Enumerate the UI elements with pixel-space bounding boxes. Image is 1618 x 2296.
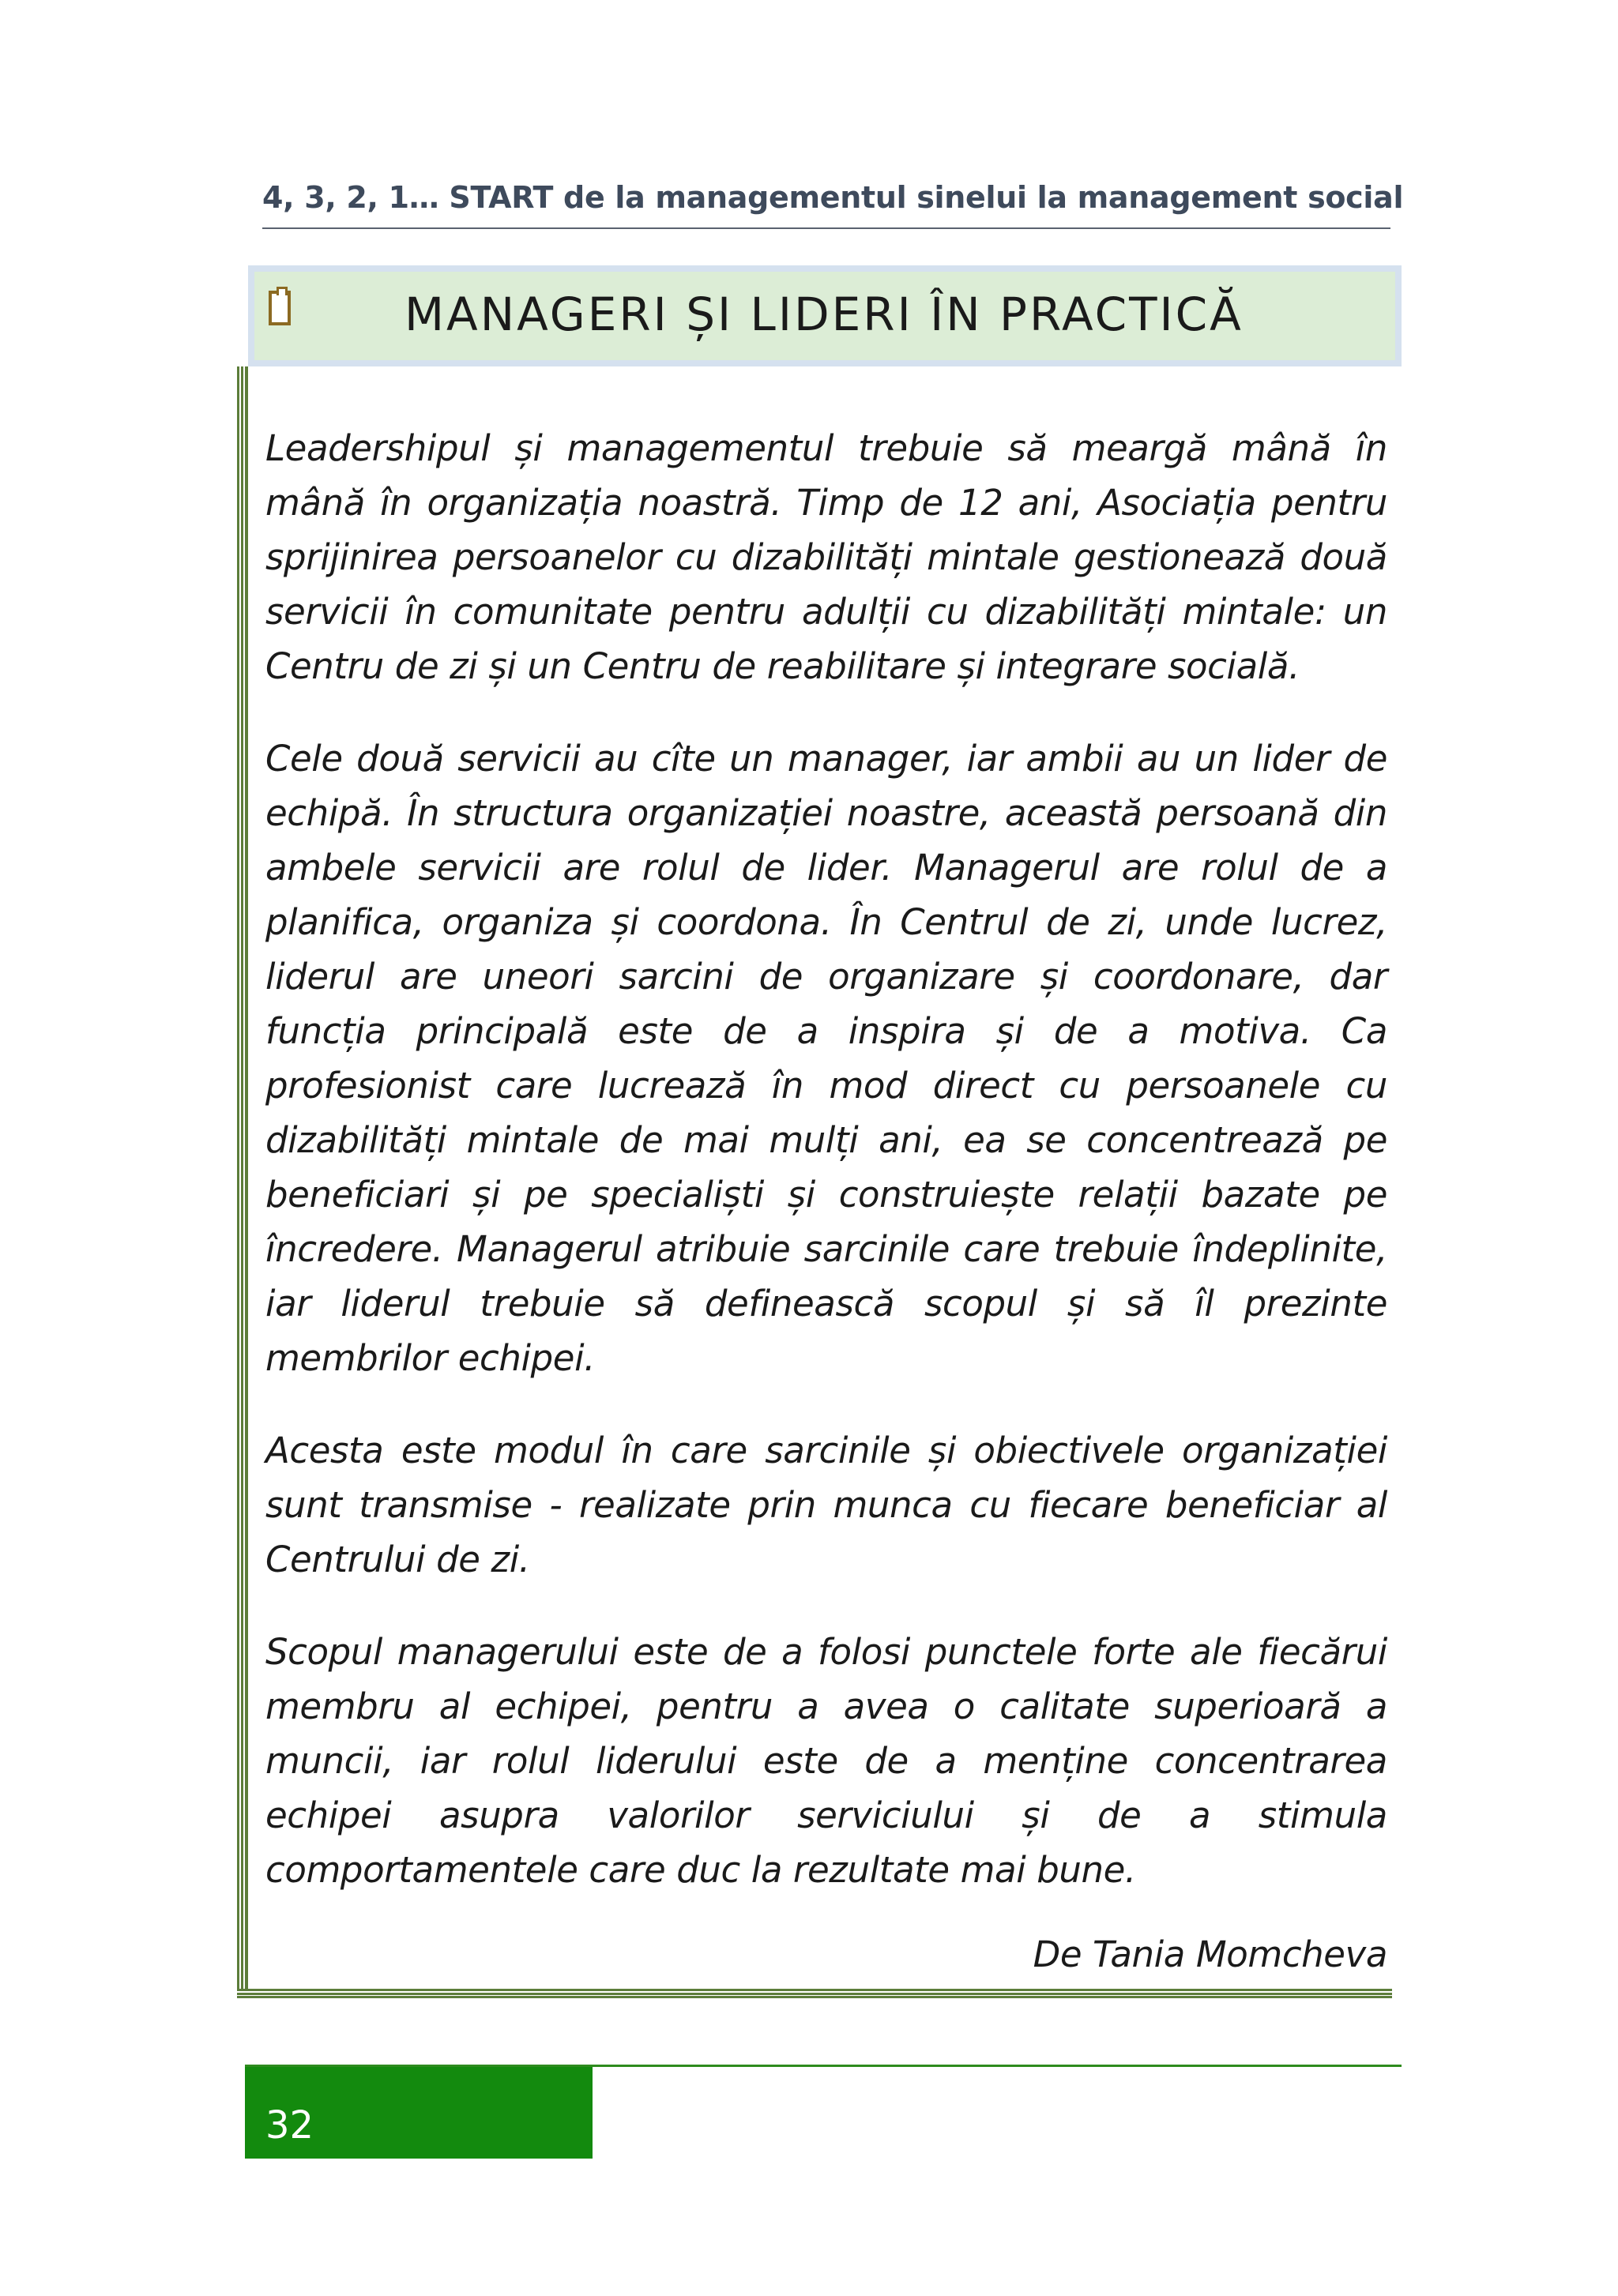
box-left-border — [237, 366, 248, 1998]
article-signature: De Tania Momcheva — [1033, 1933, 1387, 1975]
page-number: 32 — [265, 2103, 314, 2148]
box-bottom-border — [237, 1989, 1392, 1998]
section-banner — [248, 265, 1402, 366]
header-rule — [262, 227, 1390, 229]
article-paragraph: Leadershipul și managementul trebuie să meargă mână în mână în organizația noastră. Timp de 12 ani, Asociația pentru sprijinirea persoanelor cu dizabilități mintale gestionează două servicii în comunitate pentru adulții cu dizabilități mintale: un Centru de zi și un Centru de reabilitare și integrare socială. — [265, 427, 1387, 687]
article-paragraph: Acesta este modul în care sarcinile și obiectivele organizației sunt transmise - realizate prin munca cu fiecare beneficiar al Centrului de zi. — [265, 1430, 1387, 1580]
page-number-block — [245, 2067, 593, 2159]
article-paragraph: Cele două servicii au cîte un manager, iar ambii au un lider de echipă. În structura organizației noastre, această persoană din ambele servicii are rolul de lider. Managerul are rolul de a planifica, organiza și coordona. În Centrul de zi, unde lucrez, liderul are uneori sarcini de organizare și coordonare, dar funcția principală este de a inspira și de a motiva. Ca profesionist care lucrează în mod direct cu persoanele cu dizabilități mintale de mai mulți ani, ea se concentrează pe beneficiari și pe specialiști și construiește relații bazate pe încredere. Managerul atribuie sarcinile care trebuie îndeplinite, iar liderul trebuie să definească scopul și să îl prezinte membrilor echipei. — [265, 738, 1387, 1379]
article-body — [265, 421, 1387, 1935]
notepad-icon — [269, 291, 291, 325]
running-header: 4, 3, 2, 1… START de la managementul sinelui la management social — [262, 180, 1404, 215]
article-paragraph: Scopul managerului este de a folosi punctele forte ale fiecărui membru al echipei, pentru a avea o calitate superioară a muncii, iar rolul liderului este de a menține concentrarea echipei asupra valorilor serviciului și de a stimula comportamentele care duc la rezultate mai bune. — [265, 1631, 1387, 1891]
section-title: MANAGERI ȘI LIDERI ÎN PRACTICĂ — [404, 287, 1244, 341]
